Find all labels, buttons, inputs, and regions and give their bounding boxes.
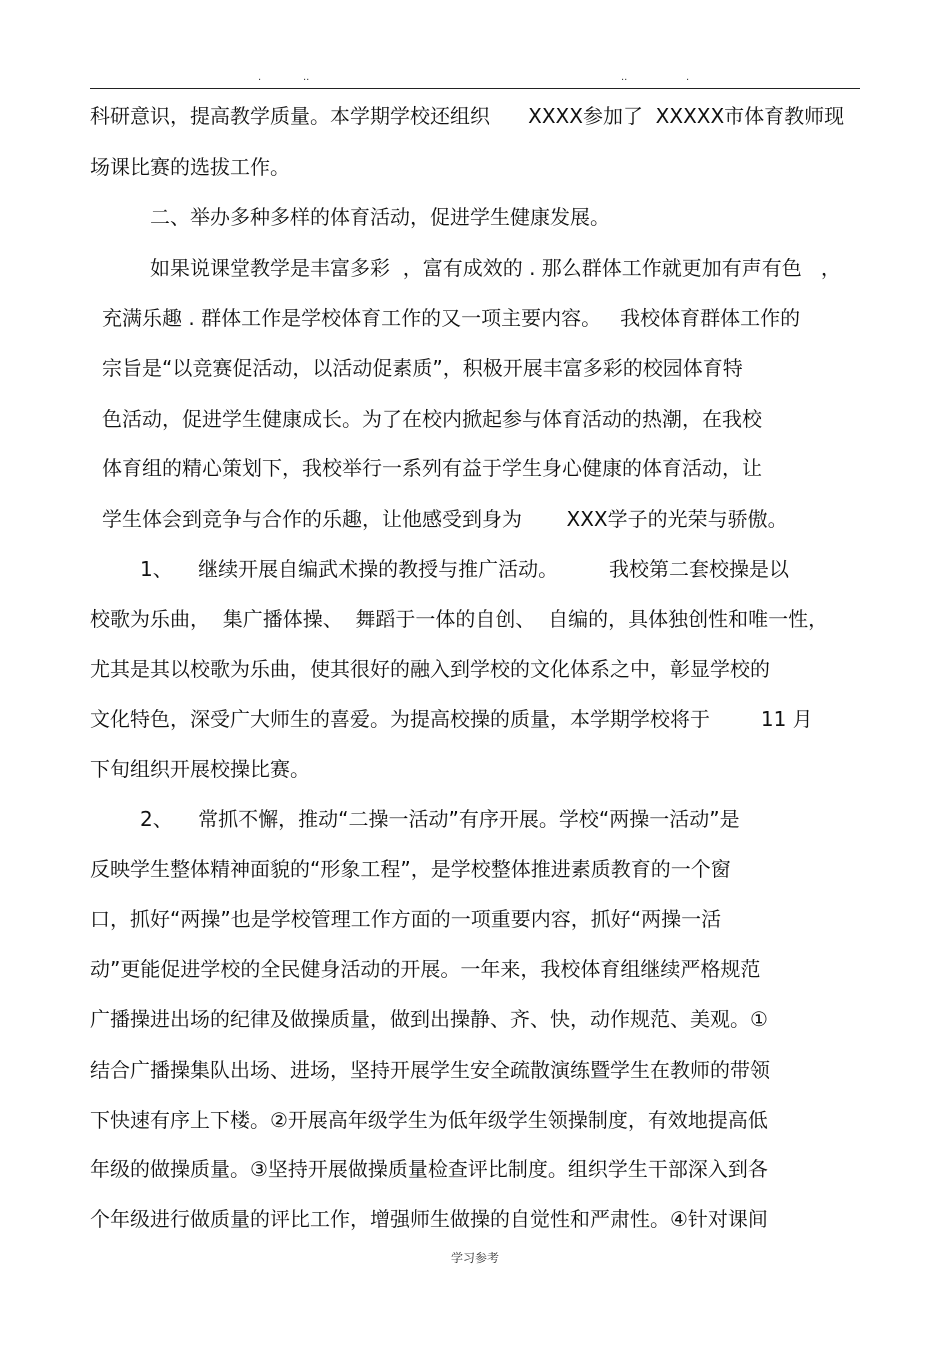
text-line: 色活动，促进学生健康成长。为了在校内掀起参与体育活动的热潮，在我校: [102, 407, 762, 431]
header-mark: ..: [303, 72, 310, 83]
text-line: 科研意识，提高教学质量。本学期学校还组织 XXXX参加了 XXXXX市体育教师现: [90, 104, 845, 128]
text-line: 宗旨是“以竞赛促活动，以活动促素质”，积极开展丰富多彩的校园体育特: [102, 356, 743, 380]
text-line: 年级的做操质量。③坚持开展做操质量检查评比制度。组织学生干部深入到各: [90, 1157, 768, 1181]
text-line: 个年级进行做质量的评比工作，增强师生做操的自觉性和严肃性。④针对课间: [90, 1207, 768, 1231]
text-line: 尤其是其以校歌为乐曲，使其很好的融入到学校的文化体系之中，彰显学校的: [90, 657, 770, 681]
header-rule: [90, 88, 860, 89]
text-line: 口，抓好“两操”也是学校管理工作方面的一项重要内容，抓好“两操一活: [90, 907, 722, 931]
text-line: 动”更能促进学校的全民健身活动的开展。一年来，我校体育组继续严格规范: [90, 957, 761, 981]
text-line: 结合广播操集队出场、进场，坚持开展学生安全疏散演练暨学生在教师的带领: [90, 1058, 770, 1082]
text-line: 充满乐趣 . 群体工作是学校体育工作的又一项主要内容。 我校体育群体工作的: [102, 306, 801, 330]
page-footer: 学习参考: [450, 1251, 499, 1265]
text-line: 场课比赛的选拔工作。: [90, 155, 290, 179]
text-line: 体育组的精心策划下，我校举行一系列有益于学生身心健康的体育活动，让: [102, 456, 762, 480]
list-item-heading: 2、 常抓不懈，推动“二操一活动”有序开展。学校“两操一活动”是: [140, 807, 740, 831]
text-line: 广播操进出场的纪律及做操质量，做到出操静、齐、快，动作规范、美观。①: [90, 1007, 768, 1031]
section-heading: 二、举办多种多样的体育活动，促进学生健康发展。: [150, 205, 610, 229]
text-line: 学生体会到竞争与合作的乐趣，让他感受到身为 XXX学子的光荣与骄傲。: [102, 507, 788, 531]
text-line: 如果说课堂教学是丰富多彩 ，富有成效的 . 那么群体工作就更加有声有色 ，: [150, 256, 841, 280]
header-mark: ..: [621, 72, 628, 83]
text-line: 校歌为乐曲， 集广播体操、 舞蹈于一体的自创、 自编的，具体独创性和唯一性，: [90, 607, 829, 631]
text-line: 下旬组织开展校操比赛。: [90, 757, 310, 781]
text-line: 文化特色，深受广大师生的喜爱。为提高校操的质量，本学期学校将于 11 月: [90, 707, 813, 731]
header-mark: .: [686, 72, 690, 83]
text-line: 反映学生整体精神面貌的“形象工程”，是学校整体推进素质教育的一个窗: [90, 857, 731, 881]
header-mark: .: [258, 72, 262, 83]
list-item-heading: 1、 继续开展自编武术操的教授与推广活动。 我校第二套校操是以: [140, 557, 790, 581]
text-line: 下快速有序上下楼。②开展高年级学生为低年级学生领操制度，有效地提高低: [90, 1108, 768, 1132]
